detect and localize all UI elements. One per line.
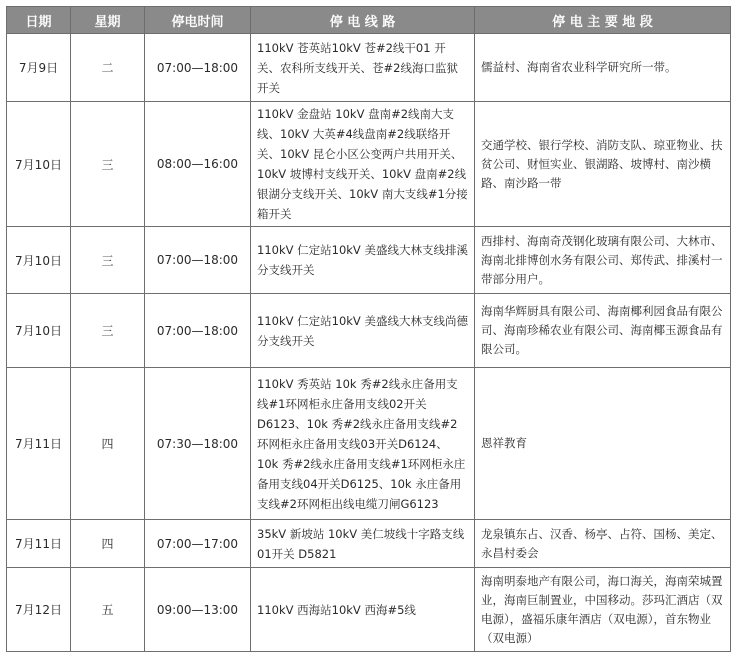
table-row [7,34,731,102]
time-cell: 08:00—16:00 [145,102,251,227]
date-cell: 7月12日 [7,568,71,652]
outage-table [6,6,731,652]
table-row [7,294,731,368]
header-line: 停 电 线 路 [251,7,475,34]
table-row [7,568,731,652]
line-cell: 110kV 西海站10kV 西海#5线 [251,568,475,652]
area-cell: 海南明泰地产有限公司，海口海关，海南荣城置业，海南巨制置业，中国移动。莎玛汇酒店（双电源），盛福乐康年酒店（双电源），首东物业（双电源） [475,568,731,652]
time-cell: 07:00—18:00 [145,227,251,294]
area-cell: 儒益村、海南省农业科学研究所一带。 [475,34,731,102]
weekday-cell: 二 [71,34,145,102]
line-cell: 110kV 金盘站 10kV 盘南#2线南大支线、10kV 大英#4线盘南#2线联络开关、10kV 昆仑小区公变两户共用开关、10kV 坡博村支线开关、10kV 盘南#2线银湖分支线开关、10kV 南大支线#1分接箱开关 [251,102,475,227]
table-row [7,102,731,227]
time-cell: 07:30—18:00 [145,368,251,520]
header-time: 停电时间 [145,7,251,34]
date-cell: 7月10日 [7,102,71,227]
weekday-cell: 三 [71,294,145,368]
date-cell: 7月11日 [7,520,71,568]
date-cell: 7月9日 [7,34,71,102]
header-weekday: 星期 [71,7,145,34]
area-cell: 西排村、海南奇茂钢化玻璃有限公司、大林市、海南北排博创水务有限公司、郑传武、排溪村一带部分用户。 [475,227,731,294]
weekday-cell: 三 [71,227,145,294]
weekday-cell: 三 [71,102,145,227]
line-cell: 110kV 苍英站10kV 苍#2线干01 开关、农科所支线开关、苍#2线海口监狱开关 [251,34,475,102]
weekday-cell: 四 [71,368,145,520]
line-cell: 35kV 新坡站 10kV 美仁坡线十字路支线01开关 D5821 [251,520,475,568]
header-area: 停 电 主 要 地 段 [475,7,731,34]
time-cell: 07:00—18:00 [145,294,251,368]
date-cell: 7月10日 [7,294,71,368]
table-row [7,368,731,520]
line-cell: 110kV 仁定站10kV 美盛线大林支线尚德分支线开关 [251,294,475,368]
table-row [7,520,731,568]
line-cell: 110kV 秀英站 10k 秀#2线永庄备用支线#1环网柜永庄备用支线02开关D6123、10k 秀#2线永庄备用支线#2环网柜永庄备用支线03开关D6124、10k 秀#2线永庄备用支线#1环网柜永庄备用支线04开关D6125、10k 永庄备用支线#2环网柜出线电缆刀闸G6123 [251,368,475,520]
date-cell: 7月10日 [7,227,71,294]
area-cell: 交通学校、银行学校、消防支队、琼亚物业、扶贫公司、财恒实业、银湖路、坡博村、南沙横路、南沙路一带 [475,102,731,227]
area-cell: 恩祥教育 [475,368,731,520]
area-cell: 海南华辉厨具有限公司、海南椰利园食品有限公司、海南珍稀农业有限公司、海南椰玉源食品有限公司。 [475,294,731,368]
area-cell: 龙泉镇东占、汉香、杨亭、占符、国杨、美定、永昌村委会 [475,520,731,568]
weekday-cell: 五 [71,568,145,652]
table-row [7,227,731,294]
time-cell: 09:00—13:00 [145,568,251,652]
header-row [7,7,731,34]
line-cell: 110kV 仁定站10kV 美盛线大林支线排溪分支线开关 [251,227,475,294]
weekday-cell: 四 [71,520,145,568]
header-date: 日期 [7,7,71,34]
time-cell: 07:00—17:00 [145,520,251,568]
time-cell: 07:00—18:00 [145,34,251,102]
date-cell: 7月11日 [7,368,71,520]
